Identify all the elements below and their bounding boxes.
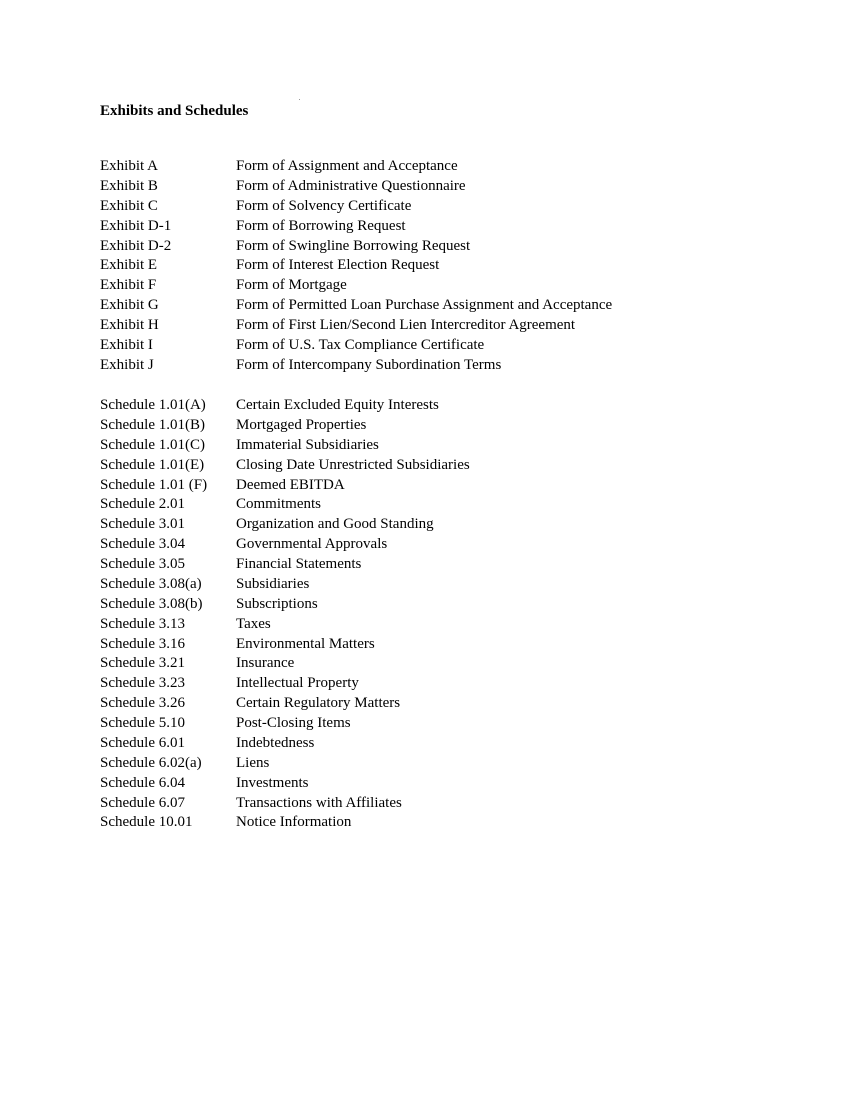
page-title: Exhibits and Schedules	[100, 103, 249, 119]
schedule-description: Indebtedness	[236, 734, 315, 751]
schedule-list	[100, 396, 470, 833]
exhibit-ref: Exhibit E	[100, 257, 158, 274]
schedule-ref: Schedule 3.08(a)	[100, 575, 202, 592]
schedule-row	[100, 555, 470, 575]
schedule-row	[100, 694, 470, 714]
schedule-row	[100, 535, 470, 555]
schedule-description: Investments	[236, 774, 309, 791]
schedule-ref: Schedule 6.04	[100, 774, 185, 791]
schedule-ref: Schedule 3.26	[100, 695, 185, 712]
schedule-description: Certain Regulatory Matters	[236, 695, 401, 712]
schedule-ref: Schedule 3.04	[100, 536, 185, 553]
schedule-row	[100, 456, 470, 476]
exhibit-row	[100, 217, 612, 237]
schedule-ref: Schedule 1.01(E)	[100, 456, 205, 473]
schedule-ref: Schedule 1.01 (F)	[100, 476, 208, 493]
exhibit-ref: Exhibit D-1	[100, 217, 172, 234]
schedule-description: Liens	[236, 754, 270, 771]
schedule-description: Organization and Good Standing	[236, 516, 434, 533]
schedule-description: Subscriptions	[236, 595, 318, 612]
exhibit-description: Form of Interest Election Request	[236, 257, 440, 274]
schedule-ref: Schedule 5.10	[100, 715, 185, 731]
schedule-row	[100, 635, 470, 655]
schedule-row	[100, 714, 470, 734]
schedule-description: Mortgaged Properties	[236, 416, 367, 433]
exhibit-ref: Exhibit F	[100, 277, 157, 294]
schedule-ref: Schedule 3.08(b)	[100, 595, 203, 612]
exhibit-description: Form of First Lien/Second Lien Intercreditor Agreement	[236, 317, 576, 333]
schedule-description: Financial Statements	[236, 556, 362, 572]
schedule-ref: Schedule 6.07	[100, 794, 185, 811]
schedule-ref: Schedule 6.02(a)	[100, 754, 202, 771]
stray-mark	[299, 99, 300, 100]
schedule-ref: Schedule 1.01(A)	[100, 397, 206, 413]
exhibit-row	[100, 256, 612, 276]
exhibit-description: Form of Solvency Certificate	[236, 197, 412, 214]
exhibit-description: Form of Assignment and Acceptance	[236, 158, 458, 174]
exhibit-row	[100, 336, 612, 356]
schedule-ref: Schedule 2.01	[100, 496, 185, 513]
exhibit-ref: Exhibit D-2	[100, 237, 172, 254]
exhibit-description: Form of Permitted Loan Purchase Assignment and Acceptance	[236, 297, 613, 314]
schedule-description: Deemed EBITDA	[236, 476, 345, 493]
exhibit-description: Form of Intercompany Subordination Terms	[236, 356, 502, 373]
exhibit-row	[100, 197, 612, 217]
schedule-ref: Schedule 3.05	[100, 556, 185, 572]
schedule-ref: Schedule 3.21	[100, 655, 185, 672]
schedule-ref: Schedule 3.01	[100, 516, 185, 533]
schedule-description: Certain Excluded Equity Interests	[236, 397, 439, 413]
schedule-row	[100, 515, 470, 535]
schedule-ref: Schedule 1.01(B)	[100, 416, 205, 433]
schedule-row	[100, 654, 470, 674]
schedule-description: Notice Information	[236, 814, 352, 831]
schedule-row	[100, 734, 470, 754]
exhibit-description: Form of Mortgage	[236, 277, 347, 294]
schedule-ref: Schedule 10.01	[100, 814, 193, 831]
exhibit-row	[100, 237, 612, 257]
exhibit-description: Form of Borrowing Request	[236, 217, 406, 234]
exhibit-row	[100, 296, 612, 316]
exhibit-ref: Exhibit G	[100, 297, 159, 314]
exhibit-row	[100, 356, 612, 376]
schedule-description: Intellectual Property	[236, 675, 359, 692]
exhibit-ref: Exhibit C	[100, 197, 158, 214]
exhibit-description: Form of Swingline Borrowing Request	[236, 237, 471, 254]
schedule-row	[100, 396, 470, 416]
schedule-ref: Schedule 1.01(C)	[100, 436, 205, 453]
schedule-row	[100, 794, 470, 814]
schedule-ref: Schedule 3.16	[100, 635, 185, 652]
exhibit-description: Form of Administrative Questionnaire	[236, 177, 466, 194]
schedule-description: Commitments	[236, 496, 322, 513]
schedule-ref: Schedule 3.13	[100, 615, 185, 632]
schedule-description: Transactions with Affiliates	[236, 794, 402, 811]
schedule-row	[100, 476, 470, 496]
schedule-ref: Schedule 6.01	[100, 734, 185, 751]
schedule-ref: Schedule 3.23	[100, 675, 185, 692]
schedule-row	[100, 615, 470, 635]
schedule-description: Immaterial Subsidiaries	[236, 436, 379, 453]
schedule-row	[100, 754, 470, 774]
schedule-row	[100, 495, 470, 515]
schedule-row	[100, 575, 470, 595]
exhibit-row	[100, 276, 612, 296]
schedule-row	[100, 674, 470, 694]
exhibit-list	[100, 157, 612, 376]
schedule-description: Taxes	[236, 615, 271, 632]
exhibit-row	[100, 316, 612, 336]
schedule-row	[100, 436, 470, 456]
schedule-row	[100, 774, 470, 794]
exhibit-ref: Exhibit I	[100, 336, 153, 353]
schedule-row	[100, 416, 470, 436]
schedule-description: Insurance	[236, 655, 295, 672]
exhibit-row	[100, 177, 612, 197]
exhibit-ref: Exhibit J	[100, 356, 154, 373]
schedule-row	[100, 595, 470, 615]
schedule-description: Governmental Approvals	[236, 536, 388, 553]
exhibit-description: Form of U.S. Tax Compliance Certificate	[236, 336, 485, 353]
schedule-row	[100, 813, 470, 833]
schedule-description: Closing Date Unrestricted Subsidiaries	[236, 456, 470, 473]
schedule-description: Post-Closing Items	[236, 715, 351, 731]
exhibit-ref: Exhibit B	[100, 177, 158, 194]
schedule-description: Environmental Matters	[236, 635, 375, 652]
exhibit-ref: Exhibit A	[100, 158, 158, 174]
exhibit-ref: Exhibit H	[100, 317, 159, 333]
schedule-description: Subsidiaries	[236, 575, 310, 592]
exhibit-row	[100, 157, 612, 177]
